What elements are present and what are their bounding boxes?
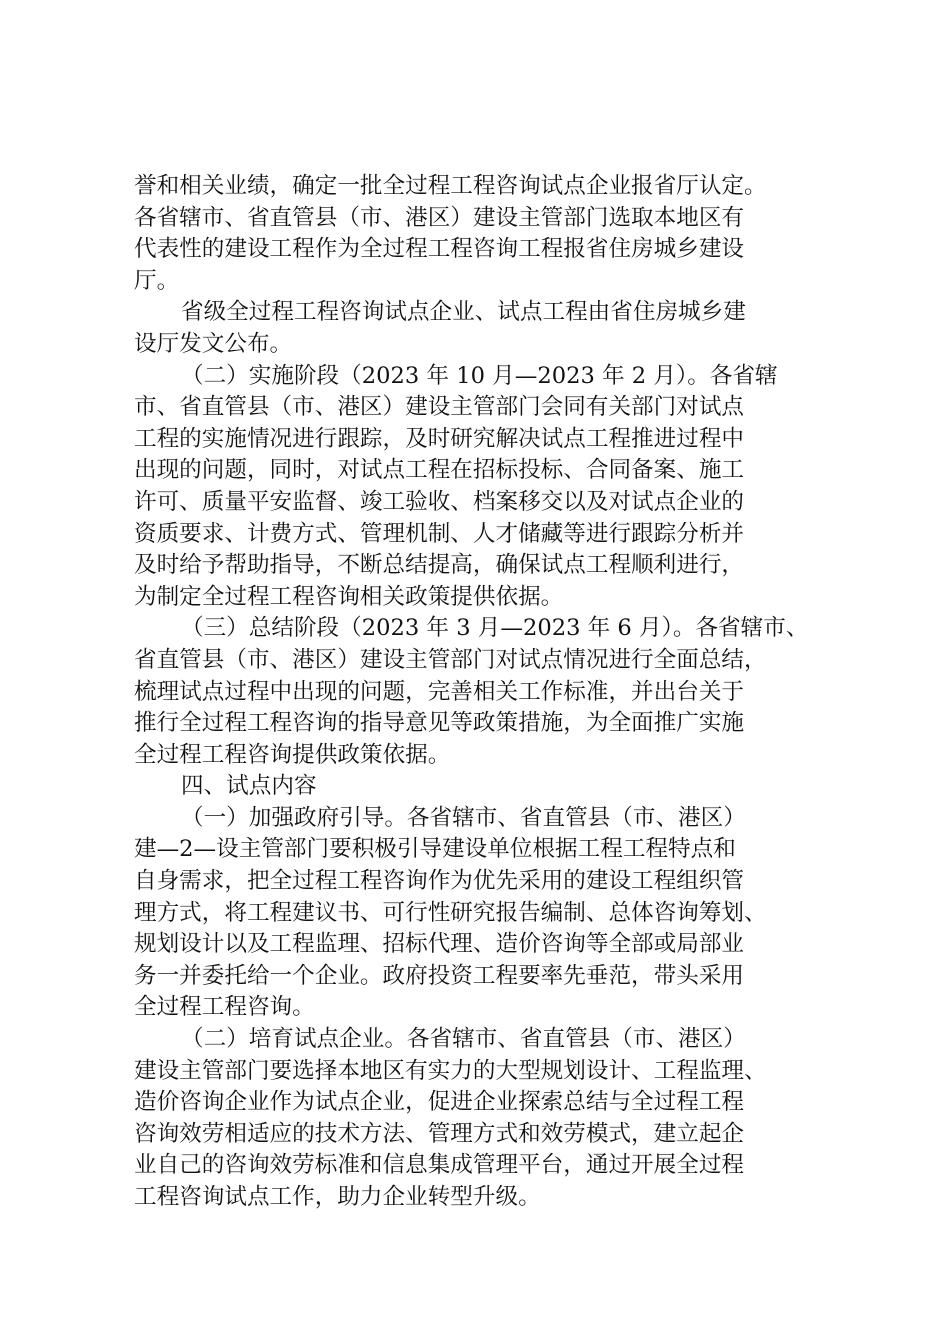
- text-line: 誉和相关业绩，确定一批全过程工程咨询试点企业报省厅认定。: [134, 173, 767, 199]
- text-line: 工程的实施情况进行跟踪，及时研究解决试点工程推进过程中: [134, 425, 745, 452]
- text-line: （三）总结阶段（2023 年 3 月—2023 年 6 月）。各省辖市、: [181, 615, 809, 642]
- text-line: 省级全过程工程咨询试点企业、试点工程由省住房城乡建: [181, 299, 746, 326]
- text-line: 许可、质量平安监督、竣工验收、档案移交以及对试点企业的: [134, 488, 745, 515]
- text-line: 规划设计以及工程监理、招标代理、造价咨询等全部或局部业: [134, 931, 745, 958]
- text-line: 造价咨询企业作为试点企业，促进企业探索总结与全过程工程: [134, 1089, 745, 1116]
- text-line: （二）培育试点企业。各省辖市、省直管县（市、港区）: [181, 1026, 746, 1053]
- text-line: 工程咨询试点工作，助力企业转型升级。: [134, 1184, 541, 1210]
- text-line: （一）加强政府引导。各省辖市、省直管县（市、港区）: [181, 804, 746, 831]
- text-line: 务一并委托给一个企业。政府投资工程要率先垂范，带头采用: [134, 962, 745, 989]
- text-line: （二）实施阶段（2023 年 10 月—2023 年 2 月）。各省辖: [181, 362, 778, 389]
- text-line: 各省辖市、省直管县（市、港区）建设主管部门选取本地区有: [134, 204, 745, 231]
- text-line: 梳理试点过程中出现的问题，完善相关工作标准，并出台关于: [134, 678, 745, 705]
- text-line: 厅。: [134, 267, 180, 294]
- text-line: 为制定全过程工程咨询相关政策提供依据。: [134, 583, 564, 610]
- text-line: 自身需求，把全过程工程咨询作为优先采用的建设工程组织管: [134, 868, 745, 895]
- text-line: 业自己的咨询效劳标准和信息集成管理平台，通过开展全过程: [134, 1152, 745, 1179]
- text-line: 及时给予帮助指导，不断总结提高，确保试点工程顺利进行，: [134, 552, 745, 579]
- text-line: 代表性的建设工程作为全过程工程咨询工程报省住房城乡建设: [134, 236, 745, 263]
- text-line: 全过程工程咨询。: [134, 994, 315, 1021]
- text-line: 推行全过程工程咨询的指导意见等政策措施，为全面推广实施: [134, 710, 745, 737]
- text-line: 省直管县（市、港区）建设主管部门对试点情况进行全面总结，: [134, 646, 767, 673]
- text-line: 资质要求、计费方式、管理机制、人才储藏等进行跟踪分析并: [134, 520, 745, 547]
- section-heading: 四、试点内容: [181, 773, 317, 800]
- document-body: [134, 171, 834, 1214]
- text-line: 全过程工程咨询提供政策依据。: [134, 741, 451, 768]
- text-line: 建设主管部门要选择本地区有实力的大型规划设计、工程监理、: [134, 1057, 767, 1084]
- text-line: 市、省直管县（市、港区）建设主管部门会同有关部门对试点: [134, 394, 745, 421]
- text-line: 咨询效劳相适应的技术方法、管理方式和效劳模式，建立起企: [134, 1120, 745, 1147]
- text-line: 建—2—设主管部门要积极引导建设单位根据工程工程特点和: [134, 836, 736, 863]
- text-line: 理方式，将工程建议书、可行性研究报告编制、总体咨询筹划、: [134, 899, 767, 926]
- text-line: 设厅发文公布。: [134, 330, 293, 357]
- text-line: 出现的问题，同时，对试点工程在招标投标、合同备案、施工: [134, 457, 745, 484]
